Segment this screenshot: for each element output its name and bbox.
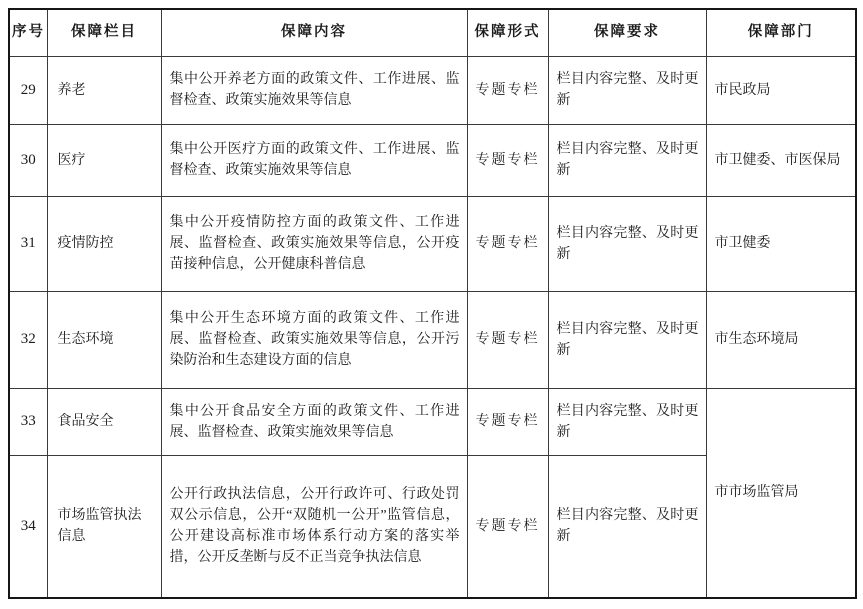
cell-requirement: 栏目内容完整、及时更新 [548, 56, 706, 124]
cell-content: 集中公开疫情防控方面的政策文件、工作进展、监督检查、政策实施效果等信息，公开疫苗接种信息，公开健康科普信息 [161, 196, 467, 291]
cell-content: 集中公开医疗方面的政策文件、工作进展、监督检查、政策实施效果等信息 [161, 124, 467, 196]
cell-serial: 29 [9, 56, 47, 124]
header-cell-requirement: 保障要求 [548, 9, 706, 56]
cell-department: 市卫健委 [706, 196, 856, 291]
table-row [9, 291, 856, 388]
header-cell-category: 保障栏目 [47, 9, 161, 56]
cell-category: 医疗 [47, 124, 161, 196]
header-cell-content: 保障内容 [161, 9, 467, 56]
cell-category: 疫情防控 [47, 196, 161, 291]
cell-category: 食品安全 [47, 388, 161, 455]
cell-form: 专题专栏 [467, 455, 548, 598]
cell-form: 专题专栏 [467, 124, 548, 196]
cell-content: 公开行政执法信息，公开行政许可、行政处罚双公示信息，公开“双随机一公开”监管信息，公开建设高标准市场体系行动方案的落实举措，公开反垄断与反不正当竞争执法信息 [161, 455, 467, 598]
cell-requirement: 栏目内容完整、及时更新 [548, 388, 706, 455]
cell-content: 集中公开养老方面的政策文件、工作进展、监督检查、政策实施效果等信息 [161, 56, 467, 124]
cell-form: 专题专栏 [467, 196, 548, 291]
cell-serial: 30 [9, 124, 47, 196]
cell-serial: 32 [9, 291, 47, 388]
cell-form: 专题专栏 [467, 56, 548, 124]
cell-form: 专题专栏 [467, 388, 548, 455]
header-cell-no: 序号 [9, 9, 47, 56]
cell-department: 市卫健委、市医保局 [706, 124, 856, 196]
cell-content: 集中公开生态环境方面的政策文件、工作进展、监督检查、政策实施效果等信息，公开污染防治和生态建设方面的信息 [161, 291, 467, 388]
cell-content: 集中公开食品安全方面的政策文件、工作进展、监督检查、政策实施效果等信息 [161, 388, 467, 455]
cell-requirement: 栏目内容完整、及时更新 [548, 291, 706, 388]
cell-form: 专题专栏 [467, 291, 548, 388]
guarantee-table [8, 8, 857, 599]
table-row [9, 124, 856, 196]
cell-requirement: 栏目内容完整、及时更新 [548, 455, 706, 598]
cell-category: 市场监管执法信息 [47, 455, 161, 598]
cell-category: 养老 [47, 56, 161, 124]
cell-serial: 34 [9, 455, 47, 598]
cell-requirement: 栏目内容完整、及时更新 [548, 124, 706, 196]
cell-department-merged: 市市场监管局 [706, 388, 856, 598]
table-row [9, 196, 856, 291]
header-cell-form: 保障形式 [467, 9, 548, 56]
table-row [9, 388, 856, 455]
cell-serial: 31 [9, 196, 47, 291]
cell-department: 市民政局 [706, 56, 856, 124]
table-header-row [9, 9, 856, 56]
header-cell-department: 保障部门 [706, 9, 856, 56]
cell-requirement: 栏目内容完整、及时更新 [548, 196, 706, 291]
cell-serial: 33 [9, 388, 47, 455]
cell-category: 生态环境 [47, 291, 161, 388]
cell-department: 市生态环境局 [706, 291, 856, 388]
table-row [9, 56, 856, 124]
